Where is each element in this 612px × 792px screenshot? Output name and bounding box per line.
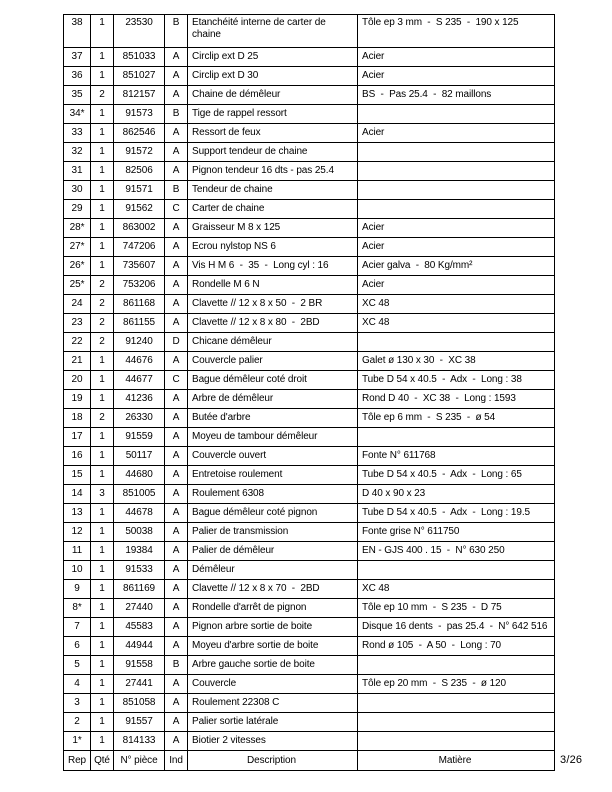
cell-desc: Démêleur [188, 561, 358, 579]
cell-qty: 1 [91, 67, 114, 85]
cell-mat: Rond D 40 - XC 38 - Long : 1593 [362, 393, 516, 404]
cell-desc: Roulement 22308 C [188, 694, 358, 712]
cell-part: 23530 [114, 15, 165, 47]
table-row [64, 447, 554, 466]
table-row [64, 86, 554, 105]
cell-rep: 19 [64, 390, 91, 408]
cell-mat: Acier [362, 127, 385, 138]
table-row [64, 485, 554, 504]
cell-qty: 2 [91, 276, 114, 294]
cell-part: 45583 [114, 618, 165, 636]
cell-mat: Tube D 54 x 40.5 - Adx - Long : 19.5 [362, 507, 530, 518]
cell-qty: 1 [91, 637, 114, 655]
cell-qty: 1 [91, 428, 114, 446]
cell-mat: XC 48 [362, 583, 390, 594]
cell-qty: 1 [91, 162, 114, 180]
cell-rep: 4 [64, 675, 91, 693]
cell-ind: A [165, 618, 188, 636]
cell-qty: 1 [91, 143, 114, 161]
table-row [64, 694, 554, 713]
table-row [64, 428, 554, 447]
table-row [64, 390, 554, 409]
cell-mat [358, 656, 554, 674]
header-rep: Rep [64, 751, 91, 770]
cell-rep: 6 [64, 637, 91, 655]
cell-rep: 10 [64, 561, 91, 579]
cell-qty: 1 [91, 447, 114, 465]
cell-part: 851027 [114, 67, 165, 85]
cell-ind: B [165, 105, 188, 123]
cell-mat [358, 694, 554, 712]
cell-mat: EN - GJS 400 . 15 - N° 630 250 [362, 545, 505, 556]
cell-ind: B [165, 15, 188, 47]
cell-mat: Tube D 54 x 40.5 - Adx - Long : 65 [362, 469, 522, 480]
cell-desc: Arbre de démêleur [188, 390, 358, 408]
cell-desc: Clavette // 12 x 8 x 70 - 2BD [188, 580, 358, 598]
cell-mat: BS - Pas 25.4 - 82 maillons [362, 89, 492, 100]
cell-rep: 12 [64, 523, 91, 541]
cell-ind: A [165, 124, 188, 142]
cell-qty: 1 [91, 523, 114, 541]
cell-rep: 23 [64, 314, 91, 332]
cell-part: 26330 [114, 409, 165, 427]
cell-mat: Fonte grise N° 611750 [362, 526, 460, 537]
table-row [64, 371, 554, 390]
cell-rep: 31 [64, 162, 91, 180]
table-row [64, 599, 554, 618]
cell-ind: A [165, 162, 188, 180]
cell-qty: 1 [91, 48, 114, 66]
cell-ind: A [165, 561, 188, 579]
header-matiere: Matière [438, 754, 472, 766]
cell-rep: 27* [64, 238, 91, 256]
table-row [64, 257, 554, 276]
table-row [64, 466, 554, 485]
cell-rep: 11 [64, 542, 91, 560]
cell-part: 91240 [114, 333, 165, 351]
cell-part: 851005 [114, 485, 165, 503]
cell-ind: A [165, 352, 188, 370]
cell-part: 41236 [114, 390, 165, 408]
cell-mat [358, 732, 554, 750]
cell-ind: A [165, 238, 188, 256]
cell-desc: Pignon arbre sortie de boite [188, 618, 358, 636]
cell-mat: Acier [362, 241, 385, 252]
cell-desc: Entretoise roulement [188, 466, 358, 484]
cell-rep: 2 [64, 713, 91, 731]
cell-desc: Couvercle [188, 675, 358, 693]
cell-rep: 29 [64, 200, 91, 218]
cell-mat: XC 48 [362, 317, 390, 328]
cell-desc: Tige de rappel ressort [188, 105, 358, 123]
table-row [64, 352, 554, 371]
cell-desc: Ressort de feux [188, 124, 358, 142]
cell-qty: 1 [91, 371, 114, 389]
parts-table-body [64, 15, 554, 751]
cell-part: 91558 [114, 656, 165, 674]
table-row [64, 675, 554, 694]
cell-qty: 1 [91, 124, 114, 142]
cell-desc: Graisseur M 8 x 125 [188, 219, 358, 237]
cell-part: 91571 [114, 181, 165, 199]
cell-desc: Couvercle palier [188, 352, 358, 370]
cell-qty: 1 [91, 390, 114, 408]
table-row [64, 48, 554, 67]
cell-qty: 1 [91, 713, 114, 731]
cell-part: 19384 [114, 542, 165, 560]
cell-desc: Support tendeur de chaine [188, 143, 358, 161]
cell-ind: A [165, 428, 188, 446]
cell-ind: A [165, 143, 188, 161]
table-row [64, 181, 554, 200]
cell-ind: B [165, 656, 188, 674]
cell-mat: Rond ø 105 - A 50 - Long : 70 [362, 640, 502, 651]
header-ind: Ind [165, 751, 188, 770]
cell-mat: Acier [362, 70, 385, 81]
cell-qty: 1 [91, 504, 114, 522]
table-row [64, 542, 554, 561]
cell-ind: A [165, 409, 188, 427]
cell-rep: 37 [64, 48, 91, 66]
cell-qty: 2 [91, 295, 114, 313]
cell-desc: Pignon tendeur 16 dts - pas 25.4 [188, 162, 358, 180]
cell-ind: A [165, 257, 188, 275]
cell-desc: Rondelle M 6 N [188, 276, 358, 294]
cell-part: 91533 [114, 561, 165, 579]
cell-part: 861168 [114, 295, 165, 313]
cell-ind: A [165, 314, 188, 332]
table-row [64, 124, 554, 143]
cell-ind: A [165, 276, 188, 294]
cell-desc: Butée d'arbre [188, 409, 358, 427]
cell-part: 812157 [114, 86, 165, 104]
table-row [64, 219, 554, 238]
cell-rep: 30 [64, 181, 91, 199]
table-row [64, 314, 554, 333]
cell-part: 863002 [114, 219, 165, 237]
cell-qty: 1 [91, 15, 114, 47]
table-row [64, 561, 554, 580]
cell-ind: A [165, 713, 188, 731]
cell-qty: 1 [91, 675, 114, 693]
header-qty: Qté [91, 751, 114, 770]
cell-qty: 1 [91, 105, 114, 123]
cell-qty: 1 [91, 618, 114, 636]
table-row [64, 143, 554, 162]
cell-mat: Disque 16 dents - pas 25.4 - N° 642 516 [362, 621, 548, 632]
cell-qty: 1 [91, 352, 114, 370]
cell-desc: Ecrou nylstop NS 6 [188, 238, 358, 256]
cell-part: 861169 [114, 580, 165, 598]
cell-rep: 16 [64, 447, 91, 465]
table-row [64, 732, 554, 751]
cell-desc: Vis H M 6 - 35 - Long cyl : 16 [188, 257, 358, 275]
cell-qty: 2 [91, 314, 114, 332]
cell-mat [358, 181, 554, 199]
cell-desc: Clavette // 12 x 8 x 50 - 2 BR [188, 295, 358, 313]
cell-rep: 15 [64, 466, 91, 484]
cell-ind: A [165, 295, 188, 313]
cell-rep: 21 [64, 352, 91, 370]
cell-part: 735607 [114, 257, 165, 275]
cell-part: 91562 [114, 200, 165, 218]
cell-part: 50038 [114, 523, 165, 541]
cell-ind: D [165, 333, 188, 351]
cell-qty: 1 [91, 599, 114, 617]
cell-desc: Moyeu d'arbre sortie de boite [188, 637, 358, 655]
cell-part: 753206 [114, 276, 165, 294]
cell-qty: 1 [91, 732, 114, 750]
cell-desc: Chaine de démêleur [188, 86, 358, 104]
cell-ind: A [165, 48, 188, 66]
cell-rep: 14 [64, 485, 91, 503]
table-row [64, 409, 554, 428]
cell-desc: Palier de démêleur [188, 542, 358, 560]
cell-ind: A [165, 637, 188, 655]
cell-mat: Tôle ep 10 mm - S 235 - D 75 [362, 602, 502, 613]
cell-part: 44680 [114, 466, 165, 484]
cell-part: 50117 [114, 447, 165, 465]
cell-ind: A [165, 390, 188, 408]
page-number: 3/26 [560, 754, 583, 766]
cell-rep: 33 [64, 124, 91, 142]
table-row [64, 618, 554, 637]
cell-ind: A [165, 580, 188, 598]
cell-desc: Biotier 2 vitesses [188, 732, 358, 750]
cell-mat: Tôle ep 3 mm - S 235 - 190 x 125 [362, 17, 519, 28]
cell-qty: 1 [91, 181, 114, 199]
cell-mat: Tube D 54 x 40.5 - Adx - Long : 38 [362, 374, 522, 385]
cell-ind: A [165, 599, 188, 617]
table-row [64, 15, 554, 48]
table-row [64, 580, 554, 599]
cell-ind: B [165, 181, 188, 199]
cell-rep: 3 [64, 694, 91, 712]
table-row [64, 504, 554, 523]
cell-rep: 24 [64, 295, 91, 313]
cell-desc: Palier sortie latérale [188, 713, 358, 731]
cell-qty: 1 [91, 694, 114, 712]
cell-rep: 35 [64, 86, 91, 104]
cell-qty: 1 [91, 466, 114, 484]
cell-rep: 38 [64, 15, 91, 47]
table-row [64, 200, 554, 219]
cell-rep: 8* [64, 599, 91, 617]
cell-mat: Acier [362, 279, 385, 290]
cell-part: 851058 [114, 694, 165, 712]
table-row [64, 333, 554, 352]
cell-qty: 2 [91, 333, 114, 351]
cell-part: 91559 [114, 428, 165, 446]
cell-desc: Etanchéité interne de carter de chaine [188, 15, 358, 47]
cell-desc: Bague démêleur coté droit [188, 371, 358, 389]
cell-rep: 36 [64, 67, 91, 85]
cell-ind: A [165, 504, 188, 522]
parts-table [63, 14, 555, 771]
cell-ind: A [165, 542, 188, 560]
cell-qty: 1 [91, 542, 114, 560]
cell-qty: 1 [91, 561, 114, 579]
cell-rep: 34* [64, 105, 91, 123]
cell-rep: 17 [64, 428, 91, 446]
cell-part: 862546 [114, 124, 165, 142]
cell-qty: 3 [91, 485, 114, 503]
cell-part: 82506 [114, 162, 165, 180]
cell-mat [358, 200, 554, 218]
cell-rep: 18 [64, 409, 91, 427]
cell-rep: 25* [64, 276, 91, 294]
cell-ind: A [165, 219, 188, 237]
cell-part: 91557 [114, 713, 165, 731]
cell-mat [358, 333, 554, 351]
cell-ind: A [165, 466, 188, 484]
cell-desc: Tendeur de chaine [188, 181, 358, 199]
header-part: N° pièce [114, 751, 165, 770]
table-row [64, 523, 554, 542]
cell-mat [358, 713, 554, 731]
cell-mat [358, 428, 554, 446]
cell-mat: Acier [362, 222, 385, 233]
cell-rep: 7 [64, 618, 91, 636]
cell-qty: 1 [91, 656, 114, 674]
cell-rep: 32 [64, 143, 91, 161]
cell-desc: Couvercle ouvert [188, 447, 358, 465]
cell-mat [358, 561, 554, 579]
cell-part: 44676 [114, 352, 165, 370]
cell-mat: D 40 x 90 x 23 [362, 488, 426, 499]
header-description: Description [188, 751, 358, 770]
cell-rep: 22 [64, 333, 91, 351]
table-header-row [64, 751, 554, 770]
cell-mat: Acier galva - 80 Kg/mm² [362, 260, 473, 271]
cell-ind: A [165, 447, 188, 465]
cell-mat [358, 162, 554, 180]
cell-part: 91572 [114, 143, 165, 161]
cell-ind: C [165, 371, 188, 389]
cell-mat: Galet ø 130 x 30 - XC 38 [362, 355, 476, 366]
cell-rep: 20 [64, 371, 91, 389]
cell-part: 44677 [114, 371, 165, 389]
cell-ind: A [165, 675, 188, 693]
table-row [64, 295, 554, 314]
table-row [64, 67, 554, 86]
cell-qty: 1 [91, 257, 114, 275]
cell-rep: 13 [64, 504, 91, 522]
cell-ind: A [165, 86, 188, 104]
cell-desc: Moyeu de tambour démêleur [188, 428, 358, 446]
cell-part: 91573 [114, 105, 165, 123]
cell-qty: 1 [91, 219, 114, 237]
cell-ind: A [165, 485, 188, 503]
cell-desc: Roulement 6308 [188, 485, 358, 503]
cell-qty: 2 [91, 409, 114, 427]
cell-mat: Acier [362, 51, 385, 62]
cell-ind: A [165, 523, 188, 541]
table-row [64, 637, 554, 656]
cell-rep: 9 [64, 580, 91, 598]
cell-desc: Circlip ext D 25 [188, 48, 358, 66]
cell-mat [358, 105, 554, 123]
cell-desc: Carter de chaine [188, 200, 358, 218]
cell-rep: 5 [64, 656, 91, 674]
cell-part: 27440 [114, 599, 165, 617]
cell-qty: 1 [91, 238, 114, 256]
cell-desc: Circlip ext D 30 [188, 67, 358, 85]
cell-mat: Tôle ep 6 mm - S 235 - ø 54 [362, 412, 496, 423]
cell-ind: A [165, 694, 188, 712]
cell-part: 861155 [114, 314, 165, 332]
cell-part: 27441 [114, 675, 165, 693]
table-row [64, 105, 554, 124]
cell-desc: Palier de transmission [188, 523, 358, 541]
cell-desc: Rondelle d'arrêt de pignon [188, 599, 358, 617]
cell-desc: Arbre gauche sortie de boite [188, 656, 358, 674]
cell-ind: A [165, 732, 188, 750]
table-row [64, 656, 554, 675]
cell-part: 44944 [114, 637, 165, 655]
cell-ind: A [165, 67, 188, 85]
cell-part: 44678 [114, 504, 165, 522]
cell-part: 814133 [114, 732, 165, 750]
cell-qty: 2 [91, 86, 114, 104]
cell-qty: 1 [91, 200, 114, 218]
cell-mat [358, 143, 554, 161]
cell-rep: 1* [64, 732, 91, 750]
cell-part: 747206 [114, 238, 165, 256]
table-row [64, 276, 554, 295]
cell-part: 851033 [114, 48, 165, 66]
cell-mat: Fonte N° 611768 [362, 450, 436, 461]
table-row [64, 162, 554, 181]
cell-qty: 1 [91, 580, 114, 598]
cell-mat: Tôle ep 20 mm - S 235 - ø 120 [362, 678, 506, 689]
cell-rep: 28* [64, 219, 91, 237]
cell-desc: Bague démêleur coté pignon [188, 504, 358, 522]
cell-mat: XC 48 [362, 298, 390, 309]
table-row [64, 238, 554, 257]
cell-rep: 26* [64, 257, 91, 275]
cell-desc: Clavette // 12 x 8 x 80 - 2BD [188, 314, 358, 332]
table-row [64, 713, 554, 732]
cell-desc: Chicane démêleur [188, 333, 358, 351]
cell-ind: C [165, 200, 188, 218]
